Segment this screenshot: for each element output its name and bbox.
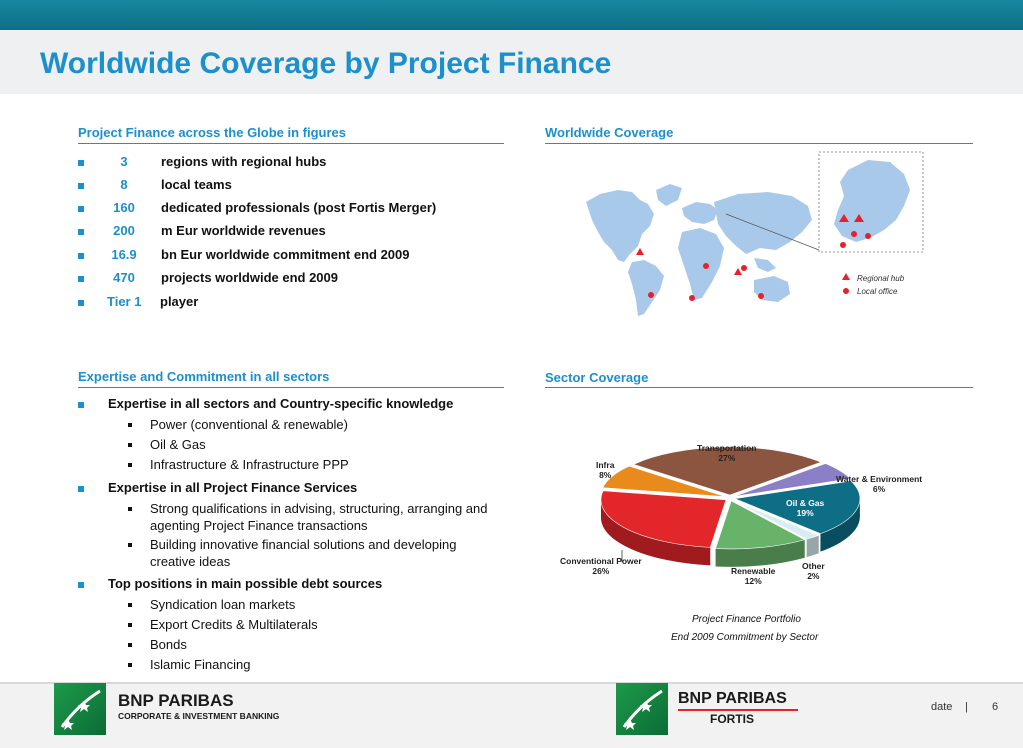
bullet-square-icon bbox=[78, 206, 84, 212]
hub-marker-americas bbox=[636, 248, 644, 255]
stars-icon-2 bbox=[616, 683, 668, 735]
bullet-square-icon bbox=[78, 229, 84, 235]
expertise-text: Top positions in main possible debt sources bbox=[108, 576, 383, 591]
pie-label-name: Renewable bbox=[731, 566, 776, 576]
expertise-sub-text: Strong qualifications in advising, structuring, arranging and agenting Project Finance transactions bbox=[150, 501, 488, 533]
sector-heading-rule bbox=[545, 387, 973, 388]
bullet-small-icon bbox=[128, 663, 132, 667]
pie-label bbox=[836, 474, 922, 494]
expertise-sub-text: Infrastructure & Infrastructure PPP bbox=[150, 457, 349, 472]
map-europe-inset bbox=[834, 160, 910, 242]
figure-label: regions with regional hubs bbox=[161, 154, 327, 169]
map-north-america bbox=[586, 190, 654, 262]
pie-label-value: 12% bbox=[744, 576, 762, 586]
footer-page-number: 6 bbox=[992, 701, 999, 713]
pie-label bbox=[560, 556, 642, 576]
brand-fortis-name: BNP PARIBAS bbox=[678, 690, 787, 707]
expertise-heading: Expertise and Commitment in all sectors bbox=[78, 369, 330, 384]
world-map-graphic bbox=[578, 150, 978, 320]
map-europe bbox=[682, 202, 718, 224]
footer-separator bbox=[0, 682, 1023, 684]
bullet-small-icon bbox=[128, 443, 132, 447]
brand-cib-name: BNP PARIBAS bbox=[118, 691, 234, 710]
figures-heading-rule bbox=[78, 143, 504, 144]
bullet-small-icon bbox=[128, 463, 132, 467]
top-banner bbox=[0, 0, 1023, 30]
fortis-logo-icon bbox=[616, 683, 668, 735]
figure-label: bn Eur worldwide commitment end 2009 bbox=[161, 247, 410, 262]
bullet-square-icon bbox=[78, 253, 84, 259]
office-marker-5 bbox=[758, 293, 764, 299]
figure-number: 160 bbox=[113, 200, 135, 215]
figure-number: 3 bbox=[120, 154, 128, 169]
expertise-sub-text: Syndication loan markets bbox=[150, 597, 296, 612]
figure-number: 470 bbox=[113, 270, 135, 285]
bullet-small-icon bbox=[128, 603, 132, 607]
pie-label-value: 8% bbox=[599, 470, 612, 480]
bullet-square-icon bbox=[78, 402, 84, 408]
figure-label: dedicated professionals (post Fortis Merger) bbox=[161, 200, 437, 215]
pie-label-name: Infra bbox=[596, 460, 615, 470]
bullet-small-icon bbox=[128, 623, 132, 627]
hub-marker-asia bbox=[734, 268, 742, 275]
brand-cib-subtitle: CORPORATE & INVESTMENT BANKING bbox=[118, 711, 280, 721]
pie-label-name: Oil & Gas bbox=[786, 498, 825, 508]
pie-label bbox=[697, 443, 757, 463]
figure-number: 200 bbox=[113, 223, 135, 238]
chart-caption-portfolio: Project Finance Portfolio bbox=[692, 614, 801, 625]
pie-label-name: Other bbox=[802, 561, 825, 571]
pie-label-name: Transportation bbox=[697, 443, 757, 453]
coverage-heading-rule bbox=[545, 143, 973, 144]
figure-number: 16.9 bbox=[111, 247, 137, 262]
coverage-heading: Worldwide Coverage bbox=[545, 125, 674, 140]
figure-label: m Eur worldwide revenues bbox=[161, 223, 326, 238]
map-africa bbox=[678, 228, 724, 300]
pie-label-value: 26% bbox=[592, 566, 610, 576]
pie-label-name: Water & Environment bbox=[836, 474, 923, 484]
page-title: Worldwide Coverage by Project Finance bbox=[40, 47, 612, 80]
sector-heading: Sector Coverage bbox=[545, 370, 649, 385]
pie-label-name: Conventional Power bbox=[560, 556, 642, 566]
bullet-small-icon bbox=[128, 643, 132, 647]
office-marker-6 bbox=[851, 231, 857, 237]
expertise-sub-text: Bonds bbox=[150, 637, 187, 652]
bullet-small-icon bbox=[128, 423, 132, 427]
figures-heading: Project Finance across the Globe in figures bbox=[78, 125, 347, 140]
map-asia bbox=[714, 192, 812, 254]
expertise-heading-rule bbox=[78, 387, 504, 388]
expertise-sub-text: Power (conventional & renewable) bbox=[150, 417, 348, 432]
bullet-square-icon bbox=[78, 276, 84, 282]
office-marker-2 bbox=[741, 265, 747, 271]
bullet-square-icon bbox=[78, 160, 84, 166]
office-marker-1 bbox=[703, 263, 709, 269]
office-marker-8 bbox=[840, 242, 846, 248]
bullet-small-icon bbox=[128, 507, 132, 511]
footer-separator-bar: | bbox=[965, 701, 968, 713]
figure-number: Tier 1 bbox=[107, 294, 142, 309]
map-south-america bbox=[628, 260, 664, 316]
pie-label-value: 27% bbox=[718, 453, 736, 463]
brand-fortis-subtitle: FORTIS bbox=[710, 712, 754, 726]
bullet-square-icon bbox=[78, 486, 84, 492]
bullet-square-icon bbox=[78, 300, 84, 306]
pie-label-value: 19% bbox=[796, 508, 814, 518]
office-marker-7 bbox=[865, 233, 871, 239]
pie-label-value: 6% bbox=[872, 484, 886, 494]
pie-label bbox=[786, 498, 824, 518]
bnp-logo-icon bbox=[54, 683, 106, 735]
expertise-text: Expertise in all sectors and Country-specific knowledge bbox=[108, 396, 454, 411]
figure-number: 8 bbox=[120, 177, 128, 192]
pie-label bbox=[596, 460, 614, 480]
footer-date-label: date bbox=[931, 701, 953, 713]
pie-label-value: 2% bbox=[807, 571, 820, 581]
map-greenland bbox=[656, 184, 682, 206]
figure-label: player bbox=[160, 294, 199, 309]
office-marker-4 bbox=[689, 295, 695, 301]
expertise-text: Expertise in all Project Finance Services bbox=[108, 480, 358, 495]
expertise-sub-text: Oil & Gas bbox=[150, 437, 206, 452]
bullet-small-icon bbox=[128, 543, 132, 547]
world-map bbox=[578, 150, 978, 320]
map-southeast-asia bbox=[754, 258, 776, 272]
pie-label bbox=[731, 566, 775, 586]
bullet-square-icon bbox=[78, 582, 84, 588]
expertise-sub-text: Islamic Financing bbox=[150, 657, 251, 672]
legend-hub-symbol bbox=[842, 273, 850, 280]
bullet-square-icon bbox=[78, 183, 84, 189]
legend-hub-label: Regional hub bbox=[857, 274, 905, 283]
chart-caption-commitment: End 2009 Commitment by Sector bbox=[671, 632, 819, 643]
figure-label: local teams bbox=[161, 177, 232, 192]
pie-label bbox=[802, 561, 825, 581]
expertise-sub-text: Building innovative financial solutions and developing creative ideas bbox=[150, 537, 457, 569]
stars-icon bbox=[54, 683, 106, 735]
legend-office-symbol bbox=[843, 288, 849, 294]
legend-office-label: Local office bbox=[857, 287, 898, 296]
figure-label: projects worldwide end 2009 bbox=[161, 270, 338, 285]
office-marker-3 bbox=[648, 292, 654, 298]
expertise-sub-text: Export Credits & Multilaterals bbox=[150, 617, 318, 632]
brand-fortis-rule bbox=[678, 709, 798, 711]
